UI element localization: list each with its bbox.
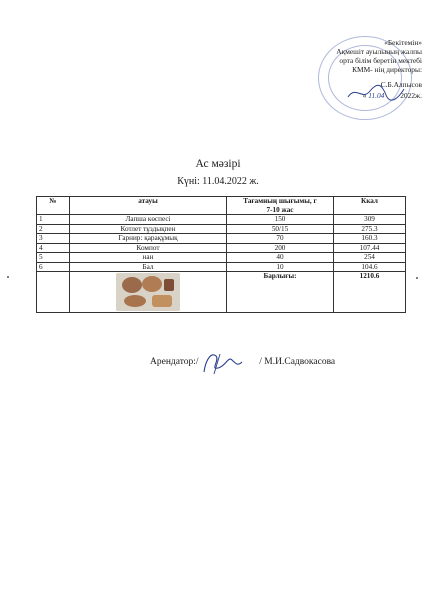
total-row [37,272,406,313]
header-kcal: Ккал [334,197,406,215]
director-signature [346,81,406,103]
row-kcal: 254 [334,253,406,263]
row-kcal: 107.44 [334,243,406,253]
table-row [37,262,406,272]
soup-bowl-shape [122,277,142,293]
approval-date-suffix: 2022ж. [400,91,422,100]
menu-table [36,196,406,313]
row-kcal: 275.3 [334,224,406,234]
scan-speck [7,276,9,278]
header-quantity-line2: 7-10 жас [266,205,294,214]
approval-title: «Бекітемін» [384,38,422,47]
approval-date-prefix: « [362,91,367,100]
row-number: 2 [37,224,70,234]
row-quantity: 70 [227,234,334,244]
empty-cell [37,272,70,313]
header-number: № [37,197,70,215]
tenant-label: Арендатор:/ [150,357,199,367]
table-row [37,253,406,263]
total-label: Барлығы: [227,272,334,313]
header-name: атауы [70,197,227,215]
row-name: Лапша көспесі [70,215,227,225]
header-quantity-line1: Тағамның шығымы, г [243,197,317,205]
row-number: 3 [37,234,70,244]
row-number: 4 [37,243,70,253]
row-name: Котлет тұздықпен [70,224,227,234]
approval-school-line1: Ақмешіт ауылының жалпы [336,47,422,56]
row-quantity: 150 [227,215,334,225]
row-number: 5 [37,253,70,263]
approval-date-fill: 11.04 [368,91,385,100]
bread-shape [152,295,172,307]
row-number: 6 [37,262,70,272]
header-quantity [227,197,334,215]
table-row [37,243,406,253]
row-name: Гарнир: қарақұмық [70,234,227,244]
food-photo [116,273,180,311]
row-quantity: 10 [227,262,334,272]
tenant-name: / М.И.Садвокасова [259,357,336,367]
table-row [37,215,406,225]
row-name: Бал [70,262,227,272]
drink-cup-shape [164,279,174,291]
row-quantity: 40 [227,253,334,263]
approval-director-name: С.Б.Алпысов [380,80,422,89]
total-value: 1210.6 [334,272,406,313]
row-name: Компот [70,243,227,253]
page-title: Ас мәзірі [195,158,241,170]
row-name: нан [70,253,227,263]
row-kcal: 160.3 [334,234,406,244]
row-kcal: 104.6 [334,262,406,272]
table-header-row [37,197,406,215]
plate-shape [124,295,146,307]
tenant-signature [198,350,244,376]
food-photo-cell [70,272,227,313]
table-row [37,234,406,244]
row-number: 1 [37,215,70,225]
row-quantity: 50/15 [227,224,334,234]
menu-date: Күні: 11.04.2022 ж. [177,176,259,187]
row-quantity: 200 [227,243,334,253]
approval-position: КММ- нің директоры: [352,65,422,74]
scan-speck [416,277,418,279]
side-bowl-shape [142,276,162,292]
row-kcal: 309 [334,215,406,225]
table-row [37,224,406,234]
approval-school-line2: орта білім беретін мектебі [339,56,422,65]
